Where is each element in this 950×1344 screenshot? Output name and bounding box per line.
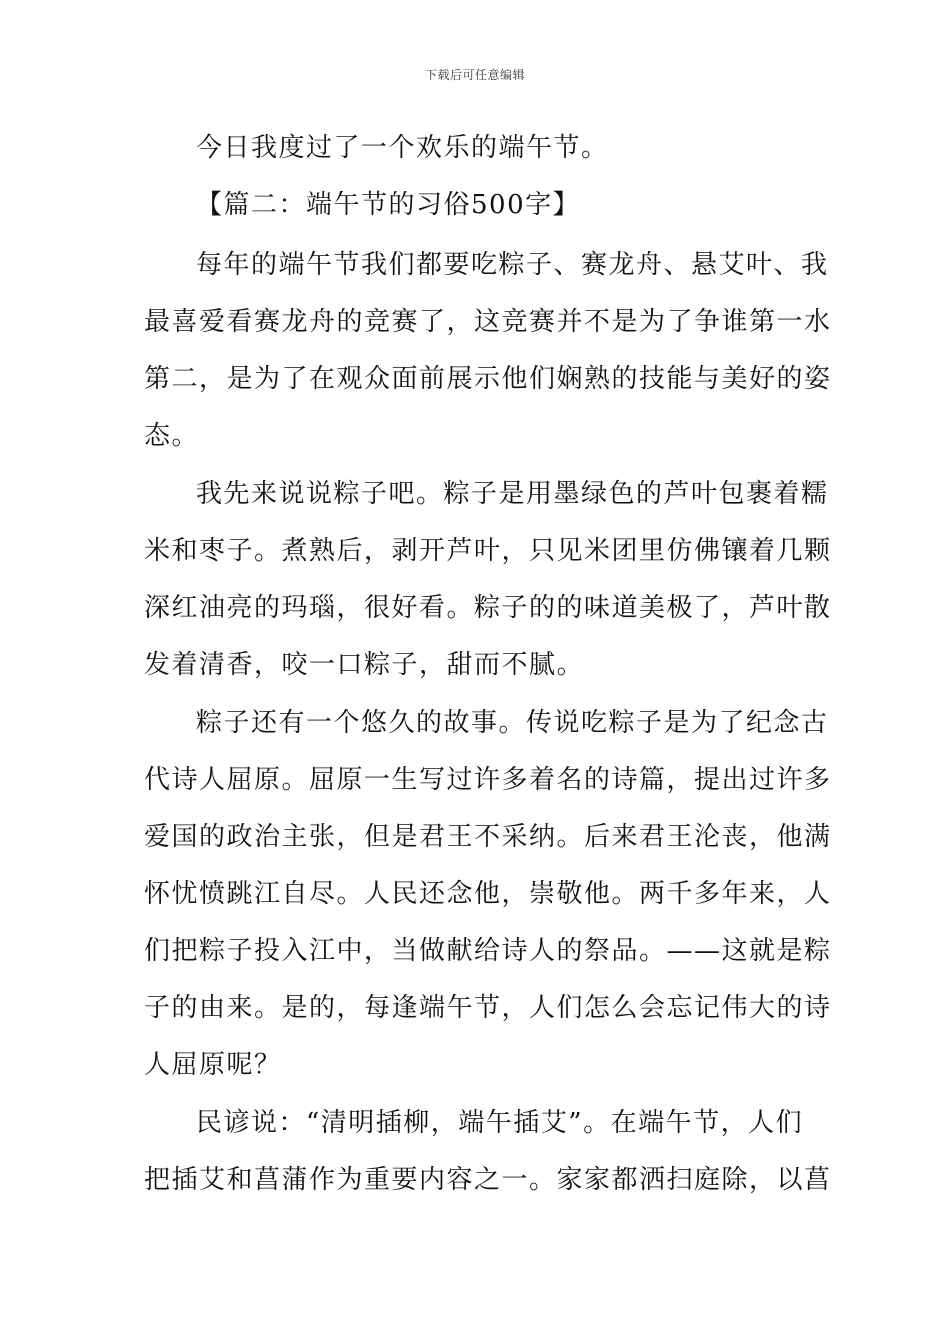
body-line: 米和枣子。煮熟后，剥开芦叶，只见米团里仿佛镶着几颗 (144, 536, 832, 566)
body-line: 深红油亮的玛瑙，很好看。粽子的的味道美极了，芦叶散 (144, 593, 832, 623)
section-heading: 【篇二：端午节的习俗500字】 (196, 190, 581, 220)
body-line: 发着清香，咬一口粽子，甜而不腻。 (144, 650, 585, 680)
body-line: 人屈原呢？ (144, 1050, 282, 1080)
body-line: 最喜爱看赛龙舟的竞赛了，这竞赛并不是为了争谁第一水 (144, 307, 832, 337)
body-line: 代诗人屈原。屈原一生写过许多着名的诗篇，提出过许多 (144, 765, 832, 795)
body-line: 把插艾和菖蒲作为重要内容之一。家家都洒扫庭除，以菖 (144, 1165, 832, 1195)
body-line: 子的由来。是的，每逢端午节，人们怎么会忘记伟大的诗 (144, 993, 832, 1023)
body-line: 粽子还有一个悠久的故事。传说吃粽子是为了纪念古 (196, 708, 829, 738)
body-line: 态。 (144, 421, 200, 451)
page-header: 下载后可任意编辑 (424, 68, 525, 82)
body-line: 我先来说说粽子吧。粽子是用墨绿色的芦叶包裹着糯 (196, 479, 829, 509)
body-line: 第二，是为了在观众面前展示他们娴熟的技能与美好的姿 (144, 364, 832, 394)
body-line: 今日我度过了一个欢乐的端午节。 (196, 133, 609, 163)
body-line: 怀忧愤跳江自尽。人民还念他，崇敬他。两千多年来，人 (144, 879, 832, 909)
body-line: 民谚说：“清明插柳，端午插艾”。在端午节，人们 (196, 1108, 804, 1138)
body-line: 每年的端午节我们都要吃粽子、赛龙舟、悬艾叶、我 (196, 250, 829, 280)
body-line: 们把粽子投入江中，当做献给诗人的祭品。——这就是粽 (144, 936, 832, 966)
body-line: 爱国的政治主张，但是君王不采纳。后来君王沦丧，他满 (144, 822, 832, 852)
